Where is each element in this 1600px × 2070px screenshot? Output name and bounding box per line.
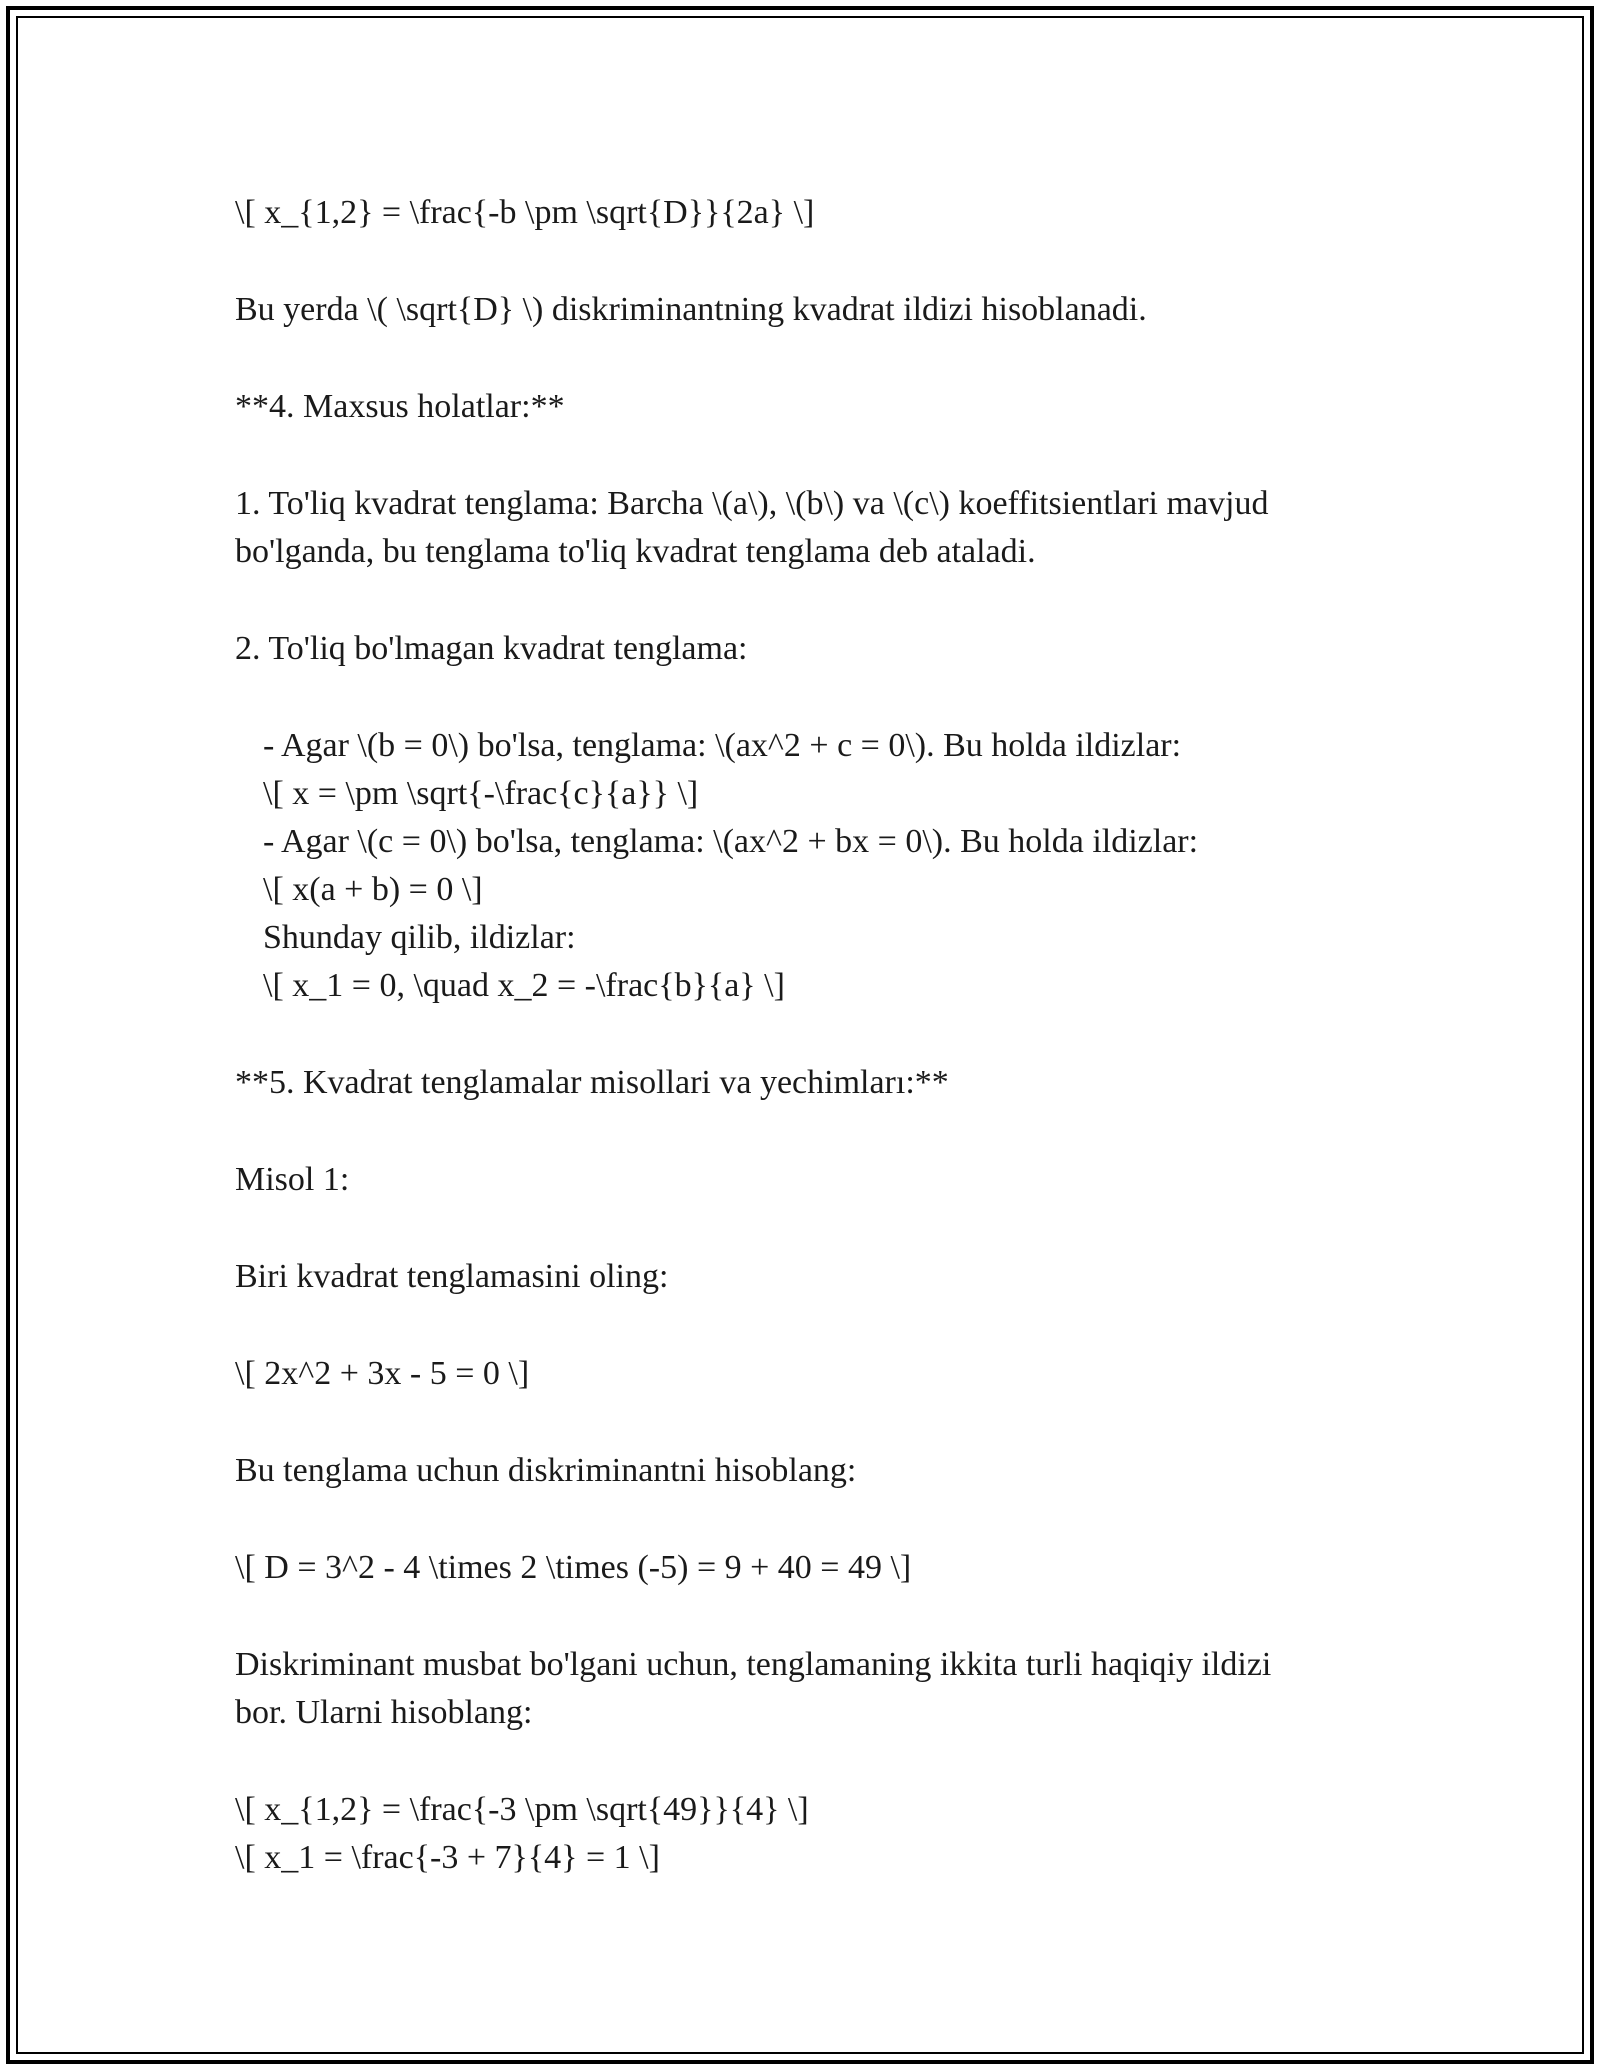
text-complete-equation-line2: bo'lganda, bu tenglama to'liq kvadrat tenglama deb ataladi. <box>235 533 1036 570</box>
text-complete-equation-line1: 1. To'liq kvadrat tenglama: Barcha \(a\), \(b\) va \(c\) koeffitsientlari mavjud <box>235 485 1269 522</box>
formula-b-zero-roots: \[ x = \pm \sqrt{-\frac{c}{a}} \] <box>263 775 699 812</box>
list-item-c-zero: - Agar \(c = 0\) bo'lsa, tenglama: \(ax^2 + bx = 0\). Bu holda ildizlar: <box>263 823 1199 860</box>
text-roots-intro: Shunday qilib, ildizlar: <box>263 919 576 956</box>
formula-roots-general: \[ x_{1,2} = \frac{-b \pm \sqrt{D}}{2a} \] <box>235 194 815 231</box>
section-heading-special-cases: **4. Maxsus holatlar:** <box>235 388 565 425</box>
text-sqrt-explanation: Bu yerda \( \sqrt{D} \) diskriminantning kvadrat ildizi hisoblanadi. <box>235 291 1147 328</box>
formula-c-zero-roots: \[ x_1 = 0, \quad x_2 = -\frac{b}{a} \] <box>263 967 785 1004</box>
formula-example-root-x1: \[ x_1 = \frac{-3 + 7}{4} = 1 \] <box>235 1839 660 1876</box>
list-item-b-zero: - Agar \(b = 0\) bo'lsa, tenglama: \(ax^2 + c = 0\). Bu holda ildizlar: <box>263 727 1182 764</box>
section-heading-examples: **5. Kvadrat tenglamalar misollari va yechimları:** <box>235 1064 949 1101</box>
formula-example-roots: \[ x_{1,2} = \frac{-3 \pm \sqrt{49}}{4} \] <box>235 1791 809 1828</box>
formula-discriminant-value: \[ D = 3^2 - 4 \times 2 \times (-5) = 9 + 40 = 49 \] <box>235 1549 912 1586</box>
text-take-equation: Biri kvadrat tenglamasini oling: <box>235 1258 669 1295</box>
example-title: Misol 1: <box>235 1161 350 1198</box>
text-positive-discriminant-line2: bor. Ularni hisoblang: <box>235 1694 533 1731</box>
text-compute-discriminant: Bu tenglama uchun diskriminantni hisoblang: <box>235 1452 857 1489</box>
text-positive-discriminant-line1: Diskriminant musbat bo'lgani uchun, tenglamaning ikkita turli haqiqiy ildizi <box>235 1646 1272 1683</box>
formula-example-equation: \[ 2x^2 + 3x - 5 = 0 \] <box>235 1355 530 1392</box>
document-body <box>235 189 1375 1882</box>
text-incomplete-equation: 2. To'liq bo'lmagan kvadrat tenglama: <box>235 630 748 667</box>
formula-c-zero-factored: \[ x(a + b) = 0 \] <box>263 871 483 908</box>
